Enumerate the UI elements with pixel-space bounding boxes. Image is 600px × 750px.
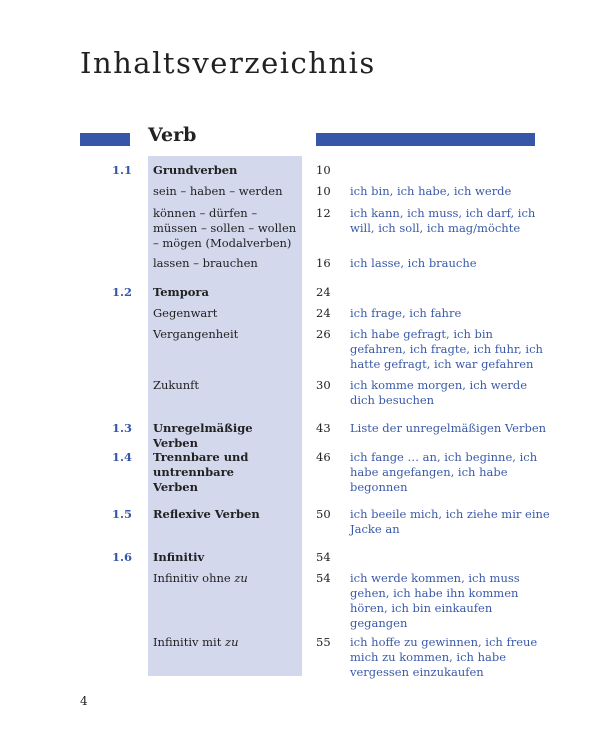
entry-example: ich beeile mich, ich ziehe mir eine Jacke an (350, 507, 550, 536)
entry-number: 1.1 (111, 163, 132, 177)
page-title: Inhaltsverzeichnis (80, 46, 376, 80)
entry-page: 54 (316, 550, 331, 564)
entry-page: 43 (316, 421, 331, 435)
entry-example: Liste der unregelmäßigen Verben (350, 421, 547, 435)
entry-topic: Grundverben (153, 163, 238, 177)
entry-topic: Zukunft (153, 378, 200, 392)
entry-page: 50 (316, 507, 331, 521)
entry-topic: Gegenwart (153, 306, 218, 320)
entry-number: 1.6 (111, 550, 132, 564)
entry-example: ich habe gefragt, ich bin gefahren, ich fragte, ich fuhr, ich hatte gefragt, ich war gefahren (350, 327, 543, 371)
entry-topic (153, 635, 301, 650)
entry-topic: Infinitiv (153, 550, 205, 564)
entry-topic: sein – haben – werden (153, 184, 283, 198)
entry-page: 24 (316, 285, 331, 299)
entry-example: ich fange … an, ich beginne, ich habe angefangen, ich habe begonnen (350, 450, 538, 494)
entry-number: 1.5 (111, 507, 132, 521)
entry-topic-text: Infinitiv mit (153, 635, 226, 649)
entry-example: ich lasse, ich brauche (350, 256, 477, 270)
entry-page: 55 (316, 635, 331, 649)
entry-number: 1.2 (111, 285, 132, 299)
entry-number: 1.3 (111, 421, 132, 435)
entry-page: 30 (316, 378, 331, 392)
entry-example: ich bin, ich habe, ich werde (350, 184, 512, 198)
entry-page: 46 (316, 450, 331, 464)
entry-page: 16 (316, 256, 331, 270)
page-number: 4 (80, 694, 88, 708)
entry-page: 10 (316, 184, 331, 198)
entry-example: ich kann, ich muss, ich darf, ich will, ich soll, ich mag/möchte (350, 206, 536, 235)
entry-topic: Trennbare und untrennbare Verben (153, 450, 249, 494)
entry-page: 12 (316, 206, 331, 220)
entry-page: 26 (316, 327, 331, 341)
entry-number: 1.4 (111, 450, 132, 464)
entry-topic: lassen – brauchen (153, 256, 258, 270)
entry-topic: Unregelmäßige Verben (153, 421, 253, 450)
entry-page: 24 (316, 306, 331, 320)
entry-topic: Tempora (153, 285, 209, 299)
entry-example: ich hoffe zu gewinnen, ich freue mich zu kommen, ich habe vergessen einzukaufen (350, 635, 538, 679)
entry-topic: Reflexive Verben (153, 507, 260, 521)
entry-topic: können – dürfen – müssen – sollen – wollen – mögen (Modalverben) (153, 206, 297, 250)
section-heading: Verb (148, 124, 197, 146)
entry-topic-emphasis: zu (225, 635, 239, 649)
entry-page: 10 (316, 163, 331, 177)
entry-topic-emphasis: zu (234, 571, 248, 585)
entry-page: 54 (316, 571, 331, 585)
entry-topic: Vergangenheit (153, 327, 239, 341)
entry-topic-text: Infinitiv ohne (153, 571, 235, 585)
entry-example: ich werde kommen, ich muss gehen, ich habe ihn kommen hören, ich bin einkaufen gegangen (350, 571, 520, 630)
entry-example: ich komme morgen, ich werde dich besuchen (350, 378, 528, 407)
entry-example: ich frage, ich fahre (350, 306, 462, 320)
entry-topic (153, 571, 301, 586)
